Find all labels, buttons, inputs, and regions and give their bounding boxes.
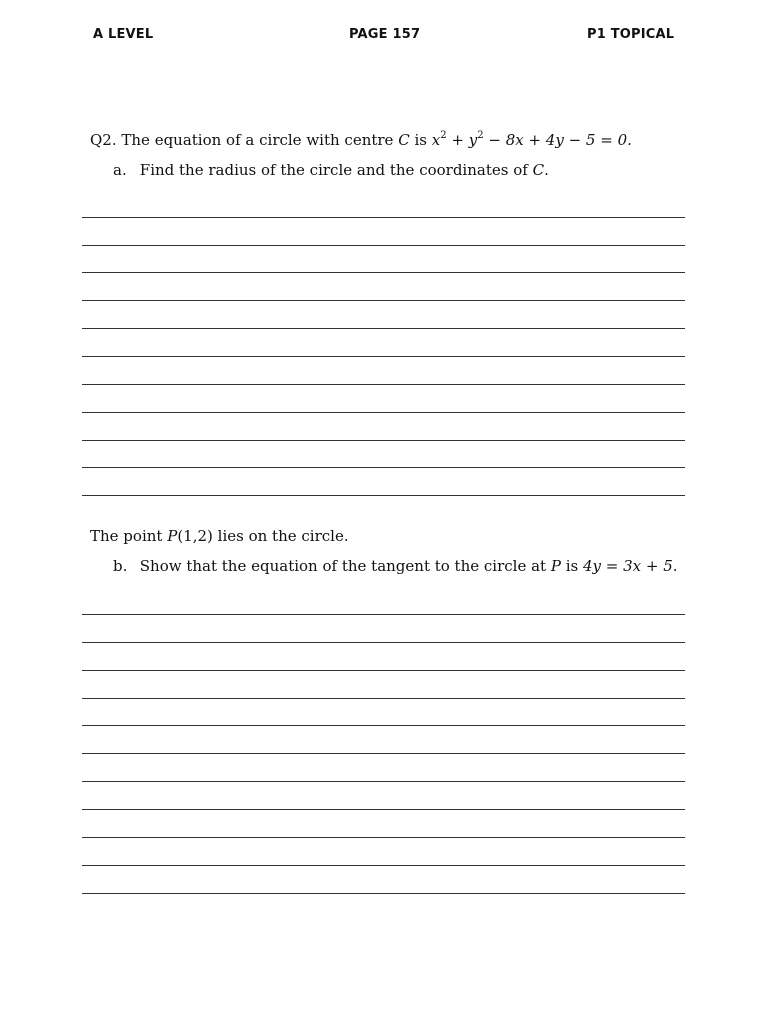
part-a-end: .: [544, 161, 549, 179]
page-header: [0, 27, 768, 47]
answer-line[interactable]: [82, 642, 685, 643]
answer-line[interactable]: [82, 217, 685, 218]
answer-line[interactable]: [82, 698, 685, 699]
question-prefix: Q2. The equation of a circle with centre: [90, 131, 394, 149]
answer-line[interactable]: [82, 837, 685, 838]
answer-line[interactable]: [82, 670, 685, 671]
part-a-label: a.: [113, 161, 127, 179]
answer-line[interactable]: [82, 328, 685, 329]
header-page-number: PAGE 157: [349, 27, 421, 42]
question-stem: [90, 130, 632, 150]
answer-line[interactable]: [82, 440, 685, 441]
part-b-point: P: [550, 557, 561, 575]
header-topic: P1 TOPICAL: [587, 27, 675, 42]
intro-after: lies on the circle.: [217, 527, 349, 545]
answer-line[interactable]: [82, 893, 685, 894]
tangent-equation: 4y = 3x + 5: [583, 557, 673, 575]
answer-line[interactable]: [82, 272, 685, 273]
part-b: [113, 556, 678, 576]
part-b-intro: [90, 526, 349, 546]
part-b-is: is: [565, 557, 579, 575]
part-a-symbol: C: [532, 161, 545, 179]
answer-line[interactable]: [82, 865, 685, 866]
eq-x: x: [431, 131, 441, 149]
part-b-label: b.: [113, 557, 128, 575]
answer-line[interactable]: [82, 495, 685, 496]
answer-line[interactable]: [82, 809, 685, 810]
is-word: is: [414, 131, 427, 149]
eq-y-power: 2: [477, 130, 484, 141]
answer-line[interactable]: [82, 384, 685, 385]
answer-line[interactable]: [82, 245, 685, 246]
header-level: A LEVEL: [93, 27, 154, 42]
part-a-text: Find the radius of the circle and the coordinates of: [139, 161, 528, 179]
answer-line[interactable]: [82, 300, 685, 301]
answer-line[interactable]: [82, 614, 685, 615]
eq-rest: − 8x + 4y − 5 = 0.: [488, 131, 632, 149]
point-coords: (1,2): [177, 527, 213, 545]
circle-equation: $x^2 + y^2 - 8x + 4y - 5 = 0$.: [431, 130, 632, 149]
part-a: [113, 160, 549, 180]
centre-symbol: C: [398, 131, 410, 149]
answer-line[interactable]: [82, 781, 685, 782]
answer-line[interactable]: [82, 467, 685, 468]
answer-line[interactable]: [82, 356, 685, 357]
eq-y: y: [468, 131, 478, 149]
answer-line[interactable]: [82, 725, 685, 726]
eq-x-power: 2: [440, 130, 447, 141]
answer-line[interactable]: [82, 753, 685, 754]
intro-before: The point: [90, 527, 163, 545]
part-b-end: .: [672, 557, 678, 575]
answer-line[interactable]: [82, 412, 685, 413]
point-symbol: P: [167, 527, 178, 545]
part-b-text: Show that the equation of the tangent to the circle at: [139, 557, 547, 575]
